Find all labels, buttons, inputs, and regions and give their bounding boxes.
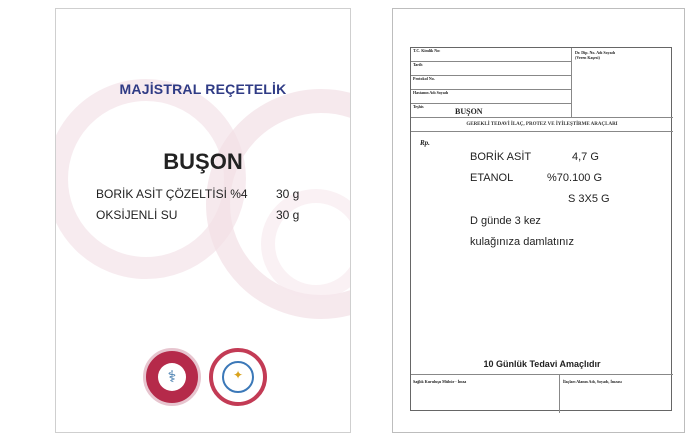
stamp-label: (Veren Kaşesi) — [575, 55, 600, 60]
prescription-form-page — [392, 8, 685, 433]
ingredient-row — [96, 187, 336, 201]
header-divider — [571, 48, 572, 118]
doctor-stamp-box — [575, 50, 671, 60]
patient-name-field: Hastanın Adı Soyadı — [411, 90, 571, 104]
ingredient-qty: 30 g — [276, 208, 300, 222]
tc-field: T.C. Kimlik No: — [411, 48, 571, 62]
ingredient-name: OKSİJENLİ SU — [96, 208, 178, 222]
institution-logo — [209, 348, 267, 406]
rx-ingredient: BORİK ASİT — [470, 151, 532, 163]
ingredient-qty: 30 g — [276, 187, 300, 201]
rx-ingredient: ETANOL — [470, 172, 514, 184]
diagnosis-field: Teşhis — [411, 104, 673, 118]
rx-dosage: D günde 3 kez — [470, 215, 541, 227]
preparation-name: BUŞON — [163, 149, 243, 174]
category-heading: GEREKLİ TEDAVİ İLAÇ, PROTEZ VE İYİLEŞTİRME ARAÇLARI — [411, 118, 673, 132]
treatment-duration: 10 Günlük Tedavi Amaçlıdır — [483, 359, 601, 369]
signature-row — [411, 374, 673, 412]
prescription-form — [410, 47, 672, 411]
rx-ingredient-qty: 4,7 G — [572, 151, 599, 163]
ingredient-name: BORİK ASİT ÇÖZELTİSİ %4 — [96, 187, 248, 201]
rp-label: Rp. — [420, 139, 430, 147]
rx-ingredient-qty: %70.100 G — [547, 172, 603, 184]
pharmacy-logo — [143, 348, 201, 406]
emblem-icon: ✦ — [232, 368, 244, 382]
institution-signature-label: Sağlık Kuruluşu Mühür - İmza — [413, 379, 467, 384]
rx-dosage: kulağınıza damlatınız — [470, 236, 574, 248]
signature-divider — [559, 375, 560, 413]
prescription-cover-page — [55, 8, 351, 433]
rx-signa: S 3X5 G — [568, 193, 610, 205]
page-title: MAJİSTRAL REÇETELİK — [119, 81, 287, 97]
date-field: Tarih — [411, 62, 571, 76]
protocol-field: Protokol No. — [411, 76, 571, 90]
caduceus-icon: ⚕ — [167, 369, 177, 386]
ingredient-row — [96, 208, 336, 222]
diagnosis-value: BUŞON — [455, 107, 483, 116]
recipient-signature-label: İlaçları Alanın Adı, Soyadı, İmzası — [563, 379, 622, 384]
doctor-label: Dr. Dip. No. Adı Soyadı — [575, 50, 615, 55]
